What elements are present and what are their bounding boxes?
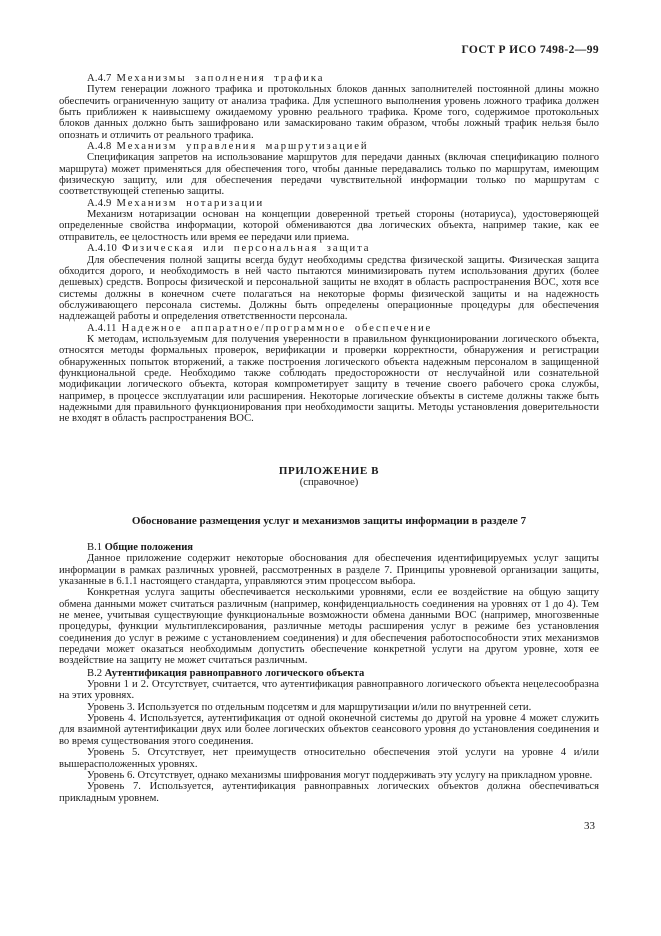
clause-paragraph: Уровень 3. Используется по отдельным подсетям и для маршрутизации и/или по внутренней сети. (87, 701, 532, 713)
clause-heading-a48 (59, 141, 599, 152)
clause-heading-b1 (59, 542, 599, 554)
clause-heading-b2 (59, 668, 599, 680)
clause-title: Физическая или персональная защита (122, 243, 371, 255)
clause-heading-a410 (59, 243, 599, 254)
clause-number: В.1 (87, 541, 103, 553)
clause-paragraph: Путем генерации ложного трафика и протокольных блоков данных заполнителей постоянной длины можно обеспечить ограниченную защиту от анализа трафика. Для успешного выполнения уровень ложного трафика должен быть приближен к наивысшему ожидаемому уровню реального трафика. Кроме того, содержимое протокольных блоков данных должно быть зашифровано или замаскировано таким образом, чтобы ложный трафик нельзя было опознать и отличить от реального трафика. (59, 84, 599, 141)
clause-heading-a49 (59, 198, 599, 209)
clause-paragraph: Уровни 1 и 2. Отсутствует, считается, что аутентификация равноправного логического объекта нецелесообразна на этих уровнях. (59, 679, 599, 702)
clause-title: Надежное аппаратное/программное обеспечение (121, 322, 433, 334)
document-body (59, 73, 599, 804)
clause-paragraph: Спецификация запретов на использование маршрутов для передачи данных (включая спецификацию полного маршрута) может применяться для обеспечения того, чтобы данные передавались только по маршрутам, имеющим физическую защиту, или для обеспечения передачи чувствительной информации только по маршрутам с соответствующей степенью защиты. (59, 152, 599, 198)
clause-paragraph: Для обеспечения полной защиты всегда будут необходимы средства физической защиты. Физическая защита обходится дорого, и необходимость в ней часто пытаются минимизировать путем использования других (более дешевых) средств. Вопросы физической и персональной защиты не входят в область распространения ВОС, хотя все системы должны в конечном счете полагаться на некоторые формы физической защиты и на надежность обслуживающего персонала системы. Должны быть определены операционные процедуры для обеспечения надлежащей работы и определения ответственности персонала. (59, 254, 599, 323)
clause-number: А.4.7 (87, 73, 112, 84)
clause-title: Механизм нотаризации (116, 197, 265, 209)
clause-number: А.4.10 (87, 243, 118, 255)
clause-number: В.2 (87, 667, 103, 679)
clause-number: А.4.11 (87, 322, 117, 334)
clause-paragraph: Уровень 6. Отсутствует, однако механизмы шифрования могут поддерживать эту услугу на прикладном уровне. (87, 769, 593, 781)
clause-title: Механизмы заполнения трафика (116, 73, 325, 84)
clause-paragraph: Уровень 7. Используется, аутентификация равноправных логических объектов должна обеспечиваться прикладным уровнем. (59, 781, 599, 804)
annex-b-title: Обоснование размещения услуг и механизмов защиты информации в разделе 7 (131, 514, 527, 527)
clause-number: А.4.8 (87, 141, 112, 153)
clause-paragraph: Уровень 5. Отсутствует, нет преимуществ относительно обеспечения этой услуги на уровне 4 и/или вышерасположенных уровнях. (59, 747, 599, 770)
clause-title: Общие положения (104, 541, 194, 553)
doc-header: ГОСТ Р ИСО 7498-2—99 (461, 44, 599, 56)
clause-heading-a411 (59, 323, 599, 334)
clause-paragraph: Данное приложение содержит некоторые обоснования для обеспечения идентифицируемых услуг защиты информации в рамках различных уровней, рассмотренных в разделе 7. Принципы уровневой организации защиты, указанные в 6.1.1 настоящего стандарта, управляются этим процессом выбора. (59, 553, 599, 587)
clause-number: А.4.9 (87, 197, 112, 209)
annex-b-note: (справочное) (299, 476, 359, 488)
clause-heading-a47 (59, 73, 599, 84)
page-number: 33 (584, 820, 595, 832)
clause-title: Механизм управления маршрутизацией (116, 141, 369, 153)
clause-paragraph: Уровень 4. Используется, аутентификация от одной оконечной системы до другой на уровне 4 может служить для взаимной аутентификации двух или более логических объектов сеансового уровня до установления соединения и во время существования этого соединения. (59, 713, 599, 747)
annex-b-label: ПРИЛОЖЕНИЕ В (278, 464, 380, 477)
clause-paragraph: Механизм нотаризации основан на концепции доверенной третьей стороны (нотариуса), удостоверяющей определенные свойства информации, которой обмениваются два логических объекта, например такие, как ее отправитель, ее целостность или время ее передачи или приема. (59, 209, 599, 243)
clause-title: Аутентификация равноправного логического объекта (104, 667, 365, 679)
clause-paragraph: Конкретная услуга защиты обеспечивается несколькими уровнями, если ее воздействие на общую защиту обмена данными может считаться различным (например, конфиденциальность соединения на уровнях от 1 до 4). Тем не менее, учитывая существующие функциональные возможности обмена данными ВОС (например, многозвенные процедуры, функции мультиплексирования, различные методы расширения услуг в режиме без установления соединения до услуг в режиме с установлением соединения) и для обеспечения работоспособности этих механизмов передачи может оказаться необходимым допустить обеспечение конкретной услуги на другом уровне, хотя ее воздействие на защиту не может считаться различным. (59, 587, 599, 667)
clause-paragraph: К методам, используемым для получения уверенности в правильном функционировании логического объекта, относятся методы формальных проверок, верификации и проверки корректности, обнаружения и регистрации обнаруженных попыток вторжений, а также построения логического объекта надежным персоналом в защищенной функциональной среде. Необходимо также соблюдать предосторожности от неслучайной или сознательной модификации логического объекта, которая компрометирует защиту в течение своего рабочего срока службы, например, в процессе эксплуатации или расширения. Некоторые логические объекты в системе должны также быть надежными для правильного функционирования при необходимости защиты. Методы установления доверительности не входят в область распространения ВОС. (59, 333, 599, 425)
